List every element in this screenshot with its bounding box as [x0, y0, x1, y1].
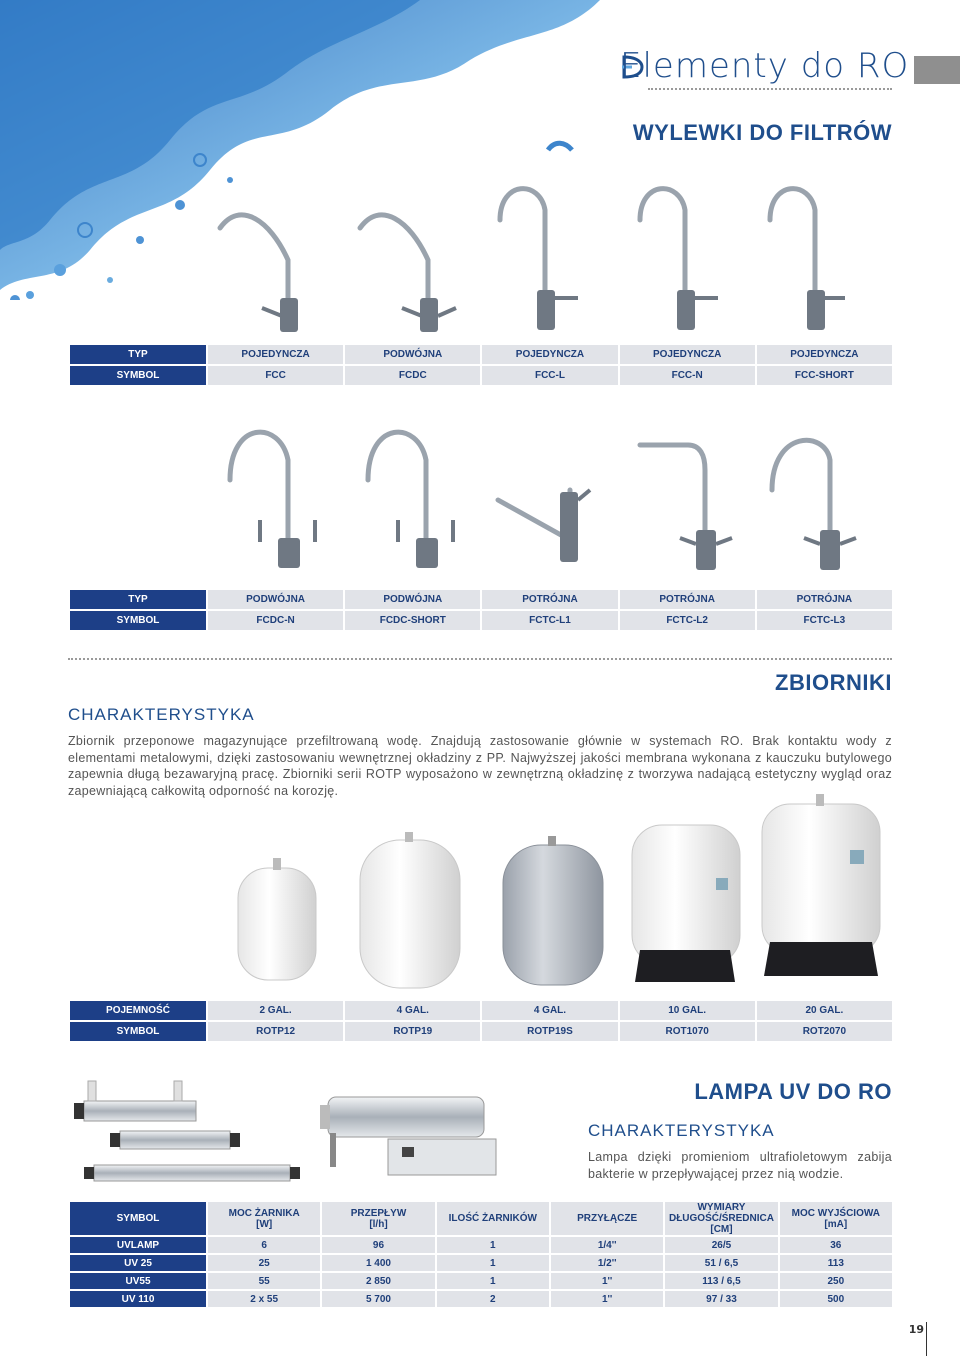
table-cell: PODWÓJNA: [208, 590, 343, 609]
table-cell: 26/5: [665, 1237, 777, 1253]
page-number: 19: [908, 1323, 924, 1336]
column-header: SYMBOL: [70, 1202, 206, 1235]
column-header: WYMIARY DŁUGOŚĆ/ŚREDNICA [CM]: [665, 1202, 777, 1235]
tanks-subheading: CHARAKTERYSTYKA: [68, 705, 255, 724]
table-row: [70, 1291, 892, 1307]
table-cell: 2 850: [322, 1273, 434, 1289]
table-row: [70, 611, 892, 630]
title-divider: [648, 88, 892, 90]
column-header: ILOŚĆ ŻARNIKÓW: [437, 1202, 549, 1235]
table-row: [70, 1237, 892, 1253]
table-cell: POJEDYNCZA: [482, 345, 617, 364]
table-cell: FCDC-SHORT: [345, 611, 480, 630]
table-cell: ROT2070: [757, 1022, 892, 1041]
faucet-row-1-image: [200, 180, 900, 340]
table-cell: 250: [780, 1273, 892, 1289]
page-title: Elementy do RO: [620, 46, 910, 86]
uv-heading: LAMPA UV DO RO: [694, 1079, 892, 1104]
table-cell: 97 / 33: [665, 1291, 777, 1307]
table-cell: FCC-L: [482, 366, 617, 385]
table-row: [70, 345, 892, 364]
table-row: [70, 366, 892, 385]
table-cell-symbol: UVLAMP: [70, 1237, 206, 1253]
uv-lamps-image: [70, 1075, 570, 1195]
table-cell: 1: [437, 1255, 549, 1271]
table-cell: FCDC-N: [208, 611, 343, 630]
table-cell: 5 700: [322, 1291, 434, 1307]
table-row: [70, 590, 892, 609]
table-cell: FCDC: [345, 366, 480, 385]
table-cell: ROTP12: [208, 1022, 343, 1041]
table-cell: POJEDYNCZA: [620, 345, 755, 364]
table-cell: 96: [322, 1237, 434, 1253]
table-cell: 1 400: [322, 1255, 434, 1271]
column-header: PRZYŁĄCZE: [551, 1202, 663, 1235]
table-cell: 500: [780, 1291, 892, 1307]
table-cell: 2 GAL.: [208, 1001, 343, 1020]
table-cell: 4 GAL.: [482, 1001, 617, 1020]
table-cell: FCC-N: [620, 366, 755, 385]
uv-subheading: CHARAKTERYSTYKA: [588, 1121, 775, 1140]
table-cell: 25: [208, 1255, 320, 1271]
faucet-row-2-image: [220, 420, 900, 580]
table-cell: POTRÓJNA: [482, 590, 617, 609]
table-cell: 1: [437, 1237, 549, 1253]
table-cell: 113 / 6,5: [665, 1273, 777, 1289]
table-cell: 1'': [551, 1273, 663, 1289]
table-cell: FCTC-L2: [620, 611, 755, 630]
column-header: MOC WYJŚCIOWA [mA]: [780, 1202, 892, 1235]
table-cell: 6: [208, 1237, 320, 1253]
table-cell: 36: [780, 1237, 892, 1253]
column-header: MOC ŻARNIKA [W]: [208, 1202, 320, 1235]
table-header-symbol: SYMBOL: [70, 366, 206, 385]
table-header-symbol: SYMBOL: [70, 611, 206, 630]
table-cell: FCC: [208, 366, 343, 385]
table-cell: PODWÓJNA: [345, 345, 480, 364]
table-row: [70, 1022, 892, 1041]
table-row: [70, 1255, 892, 1271]
table-cell: 1: [437, 1273, 549, 1289]
table-cell: 1/4'': [551, 1237, 663, 1253]
faucets-heading: WYLEWKI DO FILTRÓW: [632, 120, 892, 145]
table-row: [70, 1001, 892, 1020]
table-cell: 20 GAL.: [757, 1001, 892, 1020]
table-cell-symbol: UV55: [70, 1273, 206, 1289]
table-cell: FCC-SHORT: [757, 366, 892, 385]
table-cell: PODWÓJNA: [345, 590, 480, 609]
table-cell: ROTP19S: [482, 1022, 617, 1041]
faucets-table-1: [68, 343, 894, 387]
table-cell: 2: [437, 1291, 549, 1307]
table-cell: 1/2'': [551, 1255, 663, 1271]
table-cell: POTRÓJNA: [620, 590, 755, 609]
table-header-typ: TYP: [70, 590, 206, 609]
table-cell: POTRÓJNA: [757, 590, 892, 609]
table-header-typ: TYP: [70, 345, 206, 364]
table-cell: POJEDYNCZA: [208, 345, 343, 364]
table-cell: 113: [780, 1255, 892, 1271]
faucets-table-2: [68, 588, 894, 632]
uv-description: Lampa dzięki promieniom ultrafioletowym zabija bakterie w przepływającej przez nią wodzie.: [588, 1150, 892, 1181]
table-cell: 4 GAL.: [345, 1001, 480, 1020]
page-tab-marker: [914, 56, 960, 84]
table-header-capacity: POJEMNOŚĆ: [70, 1001, 206, 1020]
table-cell: 1'': [551, 1291, 663, 1307]
table-cell: ROT1070: [620, 1022, 755, 1041]
table-header-symbol: SYMBOL: [70, 1022, 206, 1041]
table-cell: FCTC-L1: [482, 611, 617, 630]
table-cell: 51 / 6,5: [665, 1255, 777, 1271]
tanks-heading: ZBIORNIKI: [775, 670, 892, 695]
table-header-row: [70, 1202, 892, 1235]
tanks-table: [68, 999, 894, 1043]
section-divider: [68, 658, 892, 660]
table-cell: POJEDYNCZA: [757, 345, 892, 364]
tanks-description: Zbiornik przeponowe magazynujące przefiltrowaną wodę. Znajdują zastosowanie głównie w systemach RO. Brak kontaktu wody z elementami metalowymi, dzięki zastosowaniu wewnętrznej okładziny z PP. Najwyższej jakości membrana wykonana z kauczuku butylowego zapewnia długą bezawaryjną pracę. Zbiorniki serii ROTP wyposażono w zewnętrzną okładzinę z tworzywa nadającą estetyczny wygląd oraz zapewniającą całkowitą odporność na korozję.: [68, 734, 892, 798]
table-cell: ROTP19: [345, 1022, 480, 1041]
table-cell: FCTC-L3: [757, 611, 892, 630]
column-header: PRZEPŁYW [l/h]: [322, 1202, 434, 1235]
table-cell-symbol: UV 25: [70, 1255, 206, 1271]
table-cell: 10 GAL.: [620, 1001, 755, 1020]
table-row: [70, 1273, 892, 1289]
table-cell: 55: [208, 1273, 320, 1289]
tanks-image: [230, 790, 890, 995]
table-cell: 2 x 55: [208, 1291, 320, 1307]
uv-table: [68, 1200, 894, 1309]
table-cell-symbol: UV 110: [70, 1291, 206, 1307]
page-number-divider: [926, 1322, 927, 1356]
